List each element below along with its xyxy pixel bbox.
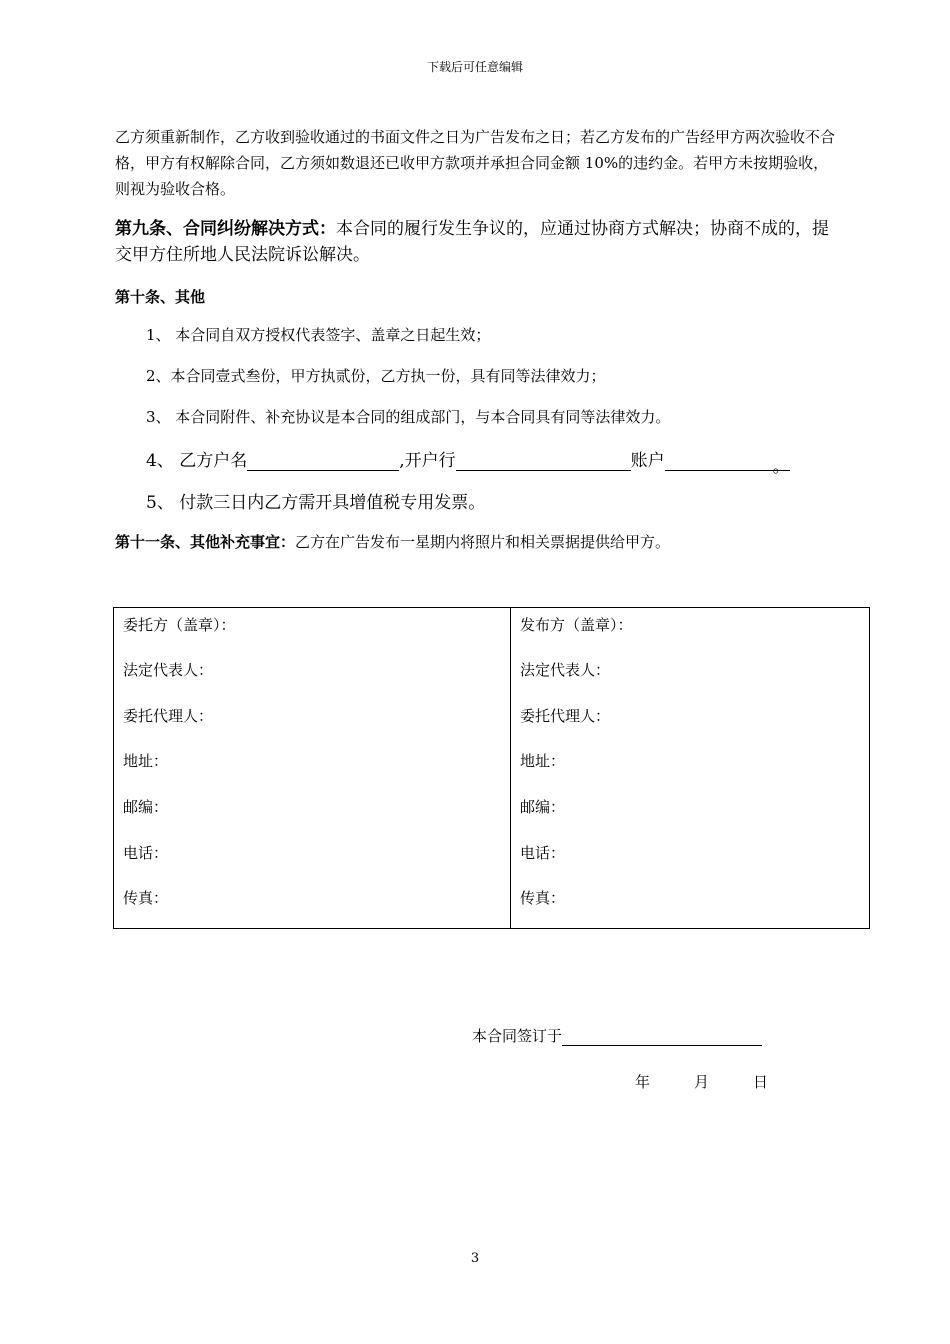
article-9-body: 本合同的履行发生争议的，应通过协商方式解决；协商不成的，提交甲方住所地人民法院诉讼解决。 — [115, 219, 829, 265]
publisher-legal-rep-label: 法定代表人： — [520, 661, 611, 679]
account-label: 账户 — [630, 451, 665, 471]
article-10-item-4 — [146, 446, 790, 477]
bank-label: ,开户行 — [399, 451, 456, 471]
signing-month: 月 — [694, 1073, 710, 1091]
paragraph-continuation: 乙方须重新制作，乙方收到验收通过的书面文件之日为广告发布之日；若乙方发布的广告经甲方两次验收不合格，甲方有权解除合同，乙方须如数退还已收甲方款项并承担合同金额 10%的违约金。若甲方未按期验收，则视为验收合格。 — [115, 128, 836, 198]
publisher-seal-label: 发布方（盖章）： — [520, 616, 633, 634]
signing-place — [472, 1025, 762, 1046]
client-agent-label: 委托代理人： — [123, 707, 214, 725]
client-legal-rep-label: 法定代表人： — [123, 661, 214, 679]
bank-blank — [456, 452, 631, 471]
publisher-phone-label: 电话： — [520, 844, 566, 862]
article-9-title: 第九条、合同纠纷解决方式： — [115, 219, 336, 239]
publisher-address-label: 地址： — [520, 752, 566, 770]
article-10-item-1: 1、 本合同自双方授权代表签字、盖章之日起生效； — [146, 326, 491, 344]
client-postcode-label: 邮编： — [123, 798, 169, 816]
client-phone-label: 电话： — [123, 844, 169, 862]
signing-day: 日 — [753, 1073, 769, 1091]
account-name-blank — [247, 452, 399, 471]
article-10-item-5: 5、 付款三日内乙方需开具增值税专用发票。 — [146, 493, 486, 513]
item-4-end-mark: 。 — [772, 457, 790, 477]
article-10-title: 第十条、其他 — [115, 288, 206, 306]
signing-year: 年 — [635, 1073, 651, 1091]
page-header: 下载后可任意编辑 — [426, 60, 523, 74]
client-fax-label: 传真： — [123, 889, 169, 907]
publisher-agent-label: 委托代理人： — [520, 707, 611, 725]
signing-place-blank — [562, 1027, 762, 1046]
page-number: 3 — [470, 1251, 480, 1266]
account-name-label: 4、 乙方户名 — [146, 451, 248, 471]
publisher-postcode-label: 邮编： — [520, 798, 566, 816]
client-column — [114, 608, 511, 928]
signature-table — [113, 607, 870, 929]
article-11-body: 乙方在广告发布一星期内将照片和相关票据提供给甲方。 — [295, 533, 671, 551]
signing-label: 本合同签订于 — [472, 1027, 563, 1045]
publisher-column — [511, 608, 869, 928]
client-address-label: 地址： — [123, 752, 169, 770]
account-blank — [665, 452, 790, 477]
article-10-item-2: 2、本合同壹式叁份，甲方执贰份，乙方执一份，具有同等法律效力； — [146, 367, 606, 385]
article-11 — [115, 529, 835, 555]
client-seal-label: 委托方（盖章）： — [123, 616, 236, 634]
article-9 — [115, 216, 835, 268]
publisher-fax-label: 传真： — [520, 889, 566, 907]
article-10-item-3: 3、 本合同附件、补充协议是本合同的组成部门，与本合同具有同等法律效力。 — [146, 408, 671, 426]
article-11-title: 第十一条、其他补充事宜： — [115, 533, 296, 551]
